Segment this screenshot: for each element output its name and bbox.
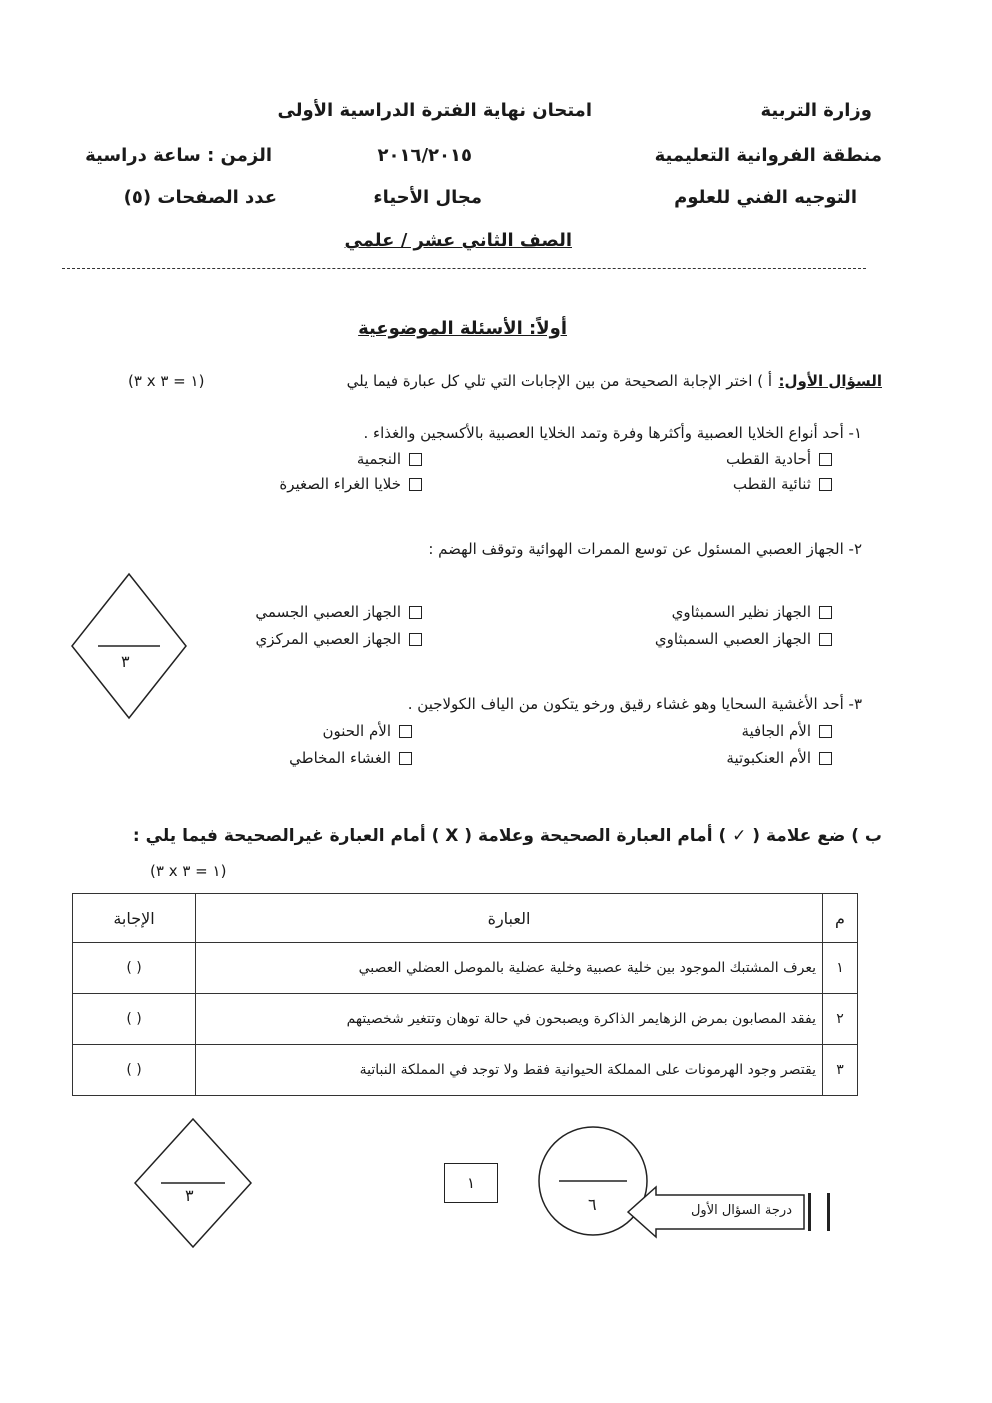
option-label: أحادية القطب (725, 450, 811, 468)
guidance: التوجيه الفني للعلوم (674, 187, 857, 208)
ministry: وزارة التربية (760, 100, 872, 121)
arrow-tail-bars (808, 1193, 830, 1231)
q1-item2-option1[interactable] (672, 603, 832, 621)
option-label: الأم الحنون (322, 722, 391, 740)
col-header-statement: العبارة (196, 894, 823, 943)
row-statement: يعرف المشتبك الموجود بين خلية عصبية وخلية عضلية بالموصل العضلي العصبي (196, 943, 823, 994)
option-label: الجهاز العصبي السمبثاوي (654, 630, 811, 648)
grade: الصف الثاني عشر / علمي (344, 230, 572, 251)
row-number: ٣ (823, 1045, 858, 1096)
q1-item1-stem: ١- أحد أنواع الخلايا العصبية وأكثرها وفرة وتمد الخلايا العصبية بالأكسجين والغذاء . (363, 424, 862, 442)
checkbox[interactable] (409, 633, 422, 646)
option-label: الأم العنكبوتية (726, 749, 811, 767)
q1-item2-option3[interactable] (655, 630, 832, 648)
year: ٢٠١٦/٢٠١٥ (377, 145, 472, 166)
q1-item3-option3[interactable] (726, 749, 832, 767)
checkbox[interactable] (819, 478, 832, 491)
checkbox[interactable] (399, 752, 412, 765)
q1-marks-b: (٣ x ١ = ٣) (150, 862, 227, 880)
q1-item1-option1[interactable] (726, 450, 832, 468)
option-label: ثنائية القطب (732, 475, 811, 493)
checkbox[interactable] (819, 633, 832, 646)
col-header-number: م (823, 894, 858, 943)
exam-title: امتحان نهاية الفترة الدراسية الأولى (277, 100, 592, 121)
table-row (73, 943, 858, 994)
option-label: الغشاء المخاطي (289, 749, 391, 767)
q1-item3-stem: ٣- أحد الأغشية السحايا وهو غشاء رقيق ورخو يتكون من الياف الكولاجين . (407, 695, 862, 713)
q1-item3-option1[interactable] (741, 722, 832, 740)
table-row (73, 994, 858, 1045)
region: منطقة الفروانية التعليمية (654, 145, 882, 166)
total-score-value: ٦ (588, 1195, 597, 1214)
q1-item2-stem: ٢- الجهاز العصبي المسئول عن توسع الممرات الهوائية وتوقف الهضم : (428, 540, 862, 558)
score-diamond-b (133, 1117, 253, 1249)
score-diamond-a (70, 572, 188, 720)
option-label: الجهاز نظير السمبثاوي (671, 603, 811, 621)
checkbox[interactable] (409, 478, 422, 491)
q1-item3-option4[interactable] (289, 749, 412, 767)
option-label: خلايا الغراء الصغيرة (279, 475, 401, 493)
q1-part-a: أ ) اختر الإجابة الصحيحة من بين الإجابات التي تلي كل عبارة فيما يلي (346, 372, 772, 390)
row-number: ١ (823, 943, 858, 994)
checkbox[interactable] (409, 606, 422, 619)
page-number-box (444, 1163, 498, 1203)
row-statement: يفقد المصابون بمرض الزهايمر الذاكرة ويصبحون في حالة توهان وتتغير شخصيتهم (196, 994, 823, 1045)
q1-item1-option4[interactable] (279, 475, 422, 493)
score-diamond-b-value: ٣ (185, 1186, 194, 1205)
q1-item2-option2[interactable] (255, 603, 422, 621)
pages: عدد الصفحات (٥) (123, 187, 277, 208)
table-header-row (73, 894, 858, 943)
statements-table (72, 893, 858, 1096)
q1-item3-option2[interactable] (323, 722, 413, 740)
checkbox[interactable] (409, 453, 422, 466)
q1-label (779, 372, 882, 390)
row-answer-blank[interactable]: ( ) (73, 943, 196, 994)
q1-item2-option4[interactable] (255, 630, 422, 648)
q1-item1-option3[interactable] (733, 475, 832, 493)
time: الزمن : ساعة دراسية (85, 145, 272, 166)
row-answer-blank[interactable]: ( ) (73, 1045, 196, 1096)
option-label: الجهاز العصبي المركزي (255, 630, 401, 648)
total-score-label: درجة السؤال الأول (690, 1203, 792, 1218)
checkbox[interactable] (819, 752, 832, 765)
q1-marks: (٣ x ١ = ٣) (128, 372, 205, 390)
checkbox[interactable] (819, 453, 832, 466)
option-label: الجهاز العصبي الجسمي (255, 603, 401, 621)
page-number: ١ (453, 1164, 489, 1203)
option-label: النجمية (356, 450, 401, 468)
col-header-answer: الإجابة (73, 894, 196, 943)
section-title: أولاً: الأسئلة الموضوعية (358, 318, 567, 339)
header-divider (62, 268, 866, 269)
row-statement: يقتصر وجود الهرمونات على المملكة الحيوانية فقط ولا توجد في المملكة النباتية (196, 1045, 823, 1096)
subject: مجال الأحياء (373, 187, 482, 208)
q1-item1-option2[interactable] (357, 450, 422, 468)
row-answer-blank[interactable]: ( ) (73, 994, 196, 1045)
option-label: الأم الجافية (741, 722, 811, 740)
row-number: ٢ (823, 994, 858, 1045)
checkbox[interactable] (819, 606, 832, 619)
checkbox[interactable] (819, 725, 832, 738)
table-row (73, 1045, 858, 1096)
q1-label-text: السؤال الأول: (778, 372, 882, 390)
score-diamond-a-value: ٣ (121, 652, 130, 671)
q1-part-b: ب ) ضع علامة ( ✓ ) أمام العبارة الصحيحة وعلامة ( X ) أمام العبارة غيرالصحيحة فيما يلي : (132, 826, 882, 846)
checkbox[interactable] (399, 725, 412, 738)
